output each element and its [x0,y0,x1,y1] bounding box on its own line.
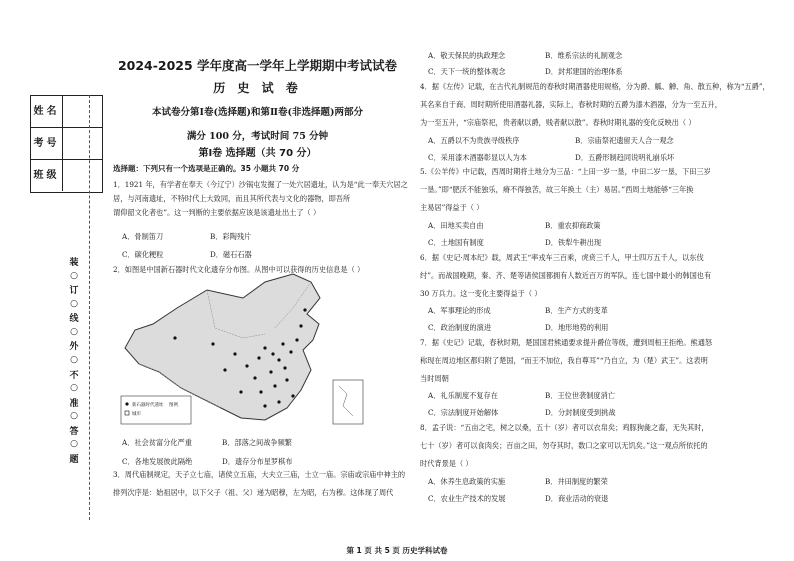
neolithic-sites-map [115,268,370,433]
exam-subtitle: 历 史 试 卷 [213,81,302,95]
q2-option-d[interactable]: D．遗存分布星罗棋布 [222,457,293,466]
map-legend-sites: 新石器时代遗址 [132,403,164,408]
q7-option-c[interactable]: C．宗法制度开始解体 [428,408,499,417]
q1-option-c[interactable]: C．碳化粳粒 [122,250,164,259]
class-label: 班级 [31,160,63,191]
q2-stem: 2．如图是中国新石器时代文化遗存分布图。从图中可以获得的历史信息是（ ） [113,265,365,274]
q1-option-b[interactable]: B．彩陶残片 [210,232,252,241]
q1-option-d[interactable]: D．磁石石器 [210,250,252,259]
q8-option-d[interactable]: D．商业活动的衰退 [545,494,609,503]
q4-line2: 其名来自于商、周时期所使用酒器礼器，实际上，春秋时期的五爵为漆木酒器，分为一至五升， [420,100,722,109]
q4-option-b[interactable]: B．宗庙祭祀遗留天人合一观念 [575,136,674,145]
q4-option-c[interactable]: C．采用漆木酒器彰显以人为本 [428,153,527,162]
seal-circle: ○ [70,383,78,394]
q5-line2: 一垦。”即“肥沃不能独乐，瘠不得独苦，故三年换土（主）易居。”西周土地能够“三年换 [420,185,694,194]
q8-line2: 七十（岁）者可以食肉矣；百亩之田，勿夺其时，数口之家可以无饥矣。”这一观点所依托的 [420,441,708,450]
exam-title: 2024-2025 学年度高一学年上学期期中考试试卷 [117,58,398,73]
q6-option-d[interactable]: D．地形地势的利用 [545,323,609,332]
q1-line2: 居，与河南遗址，不特时代上大致同，而且其所代表与文化的器物，即吾所 [113,194,351,203]
name-row[interactable] [31,96,102,128]
seal-circle: ○ [70,439,78,450]
q8-option-a[interactable]: A．休养生息政策的实施 [428,477,506,486]
seal-char: 题 [69,454,79,465]
page-footer: 第 1 页 共 5 页 历史学科试卷 [346,546,448,555]
seal-char: 装 [69,258,79,268]
q3-option-d[interactable]: D．封邦建国的治理体系 [545,67,623,76]
q6-option-b[interactable]: B．生产方式的变革 [545,306,608,315]
q6-line2: 纣”。而战国晚期，秦、齐、楚等诸侯国都拥有人数近百万的军队，连七国中最小的韩国也有 [420,271,712,280]
class-row[interactable] [31,160,102,191]
q6-option-c[interactable]: C．政治制度的演进 [428,323,492,332]
seal-circle: ○ [70,411,78,422]
student-info-box [30,95,103,193]
q7-line1: 7．据《史记》记载，春秋时期，楚国国君熊通要求提升爵位等级，遭到周桓王拒绝。熊通怒 [420,338,713,347]
q6-option-a[interactable]: A．军事理论的形成 [428,306,491,315]
seal-circle: ○ [70,326,78,337]
q5-option-c[interactable]: C．土地国有制度 [428,238,484,247]
seal-circle: ○ [70,354,78,365]
q3-option-a[interactable]: A．敬天保民的执政理念 [428,51,506,60]
q7-line3: 当时周朝 [420,374,449,383]
q8-option-c[interactable]: C．农业生产技术的发展 [428,494,506,503]
q5-option-b[interactable]: B．重农抑商政策 [545,221,601,230]
q4-line3: 为一至五升，“宗庙祭祀，贵者献以爵，贱者献以散”。春秋时期礼器的变化反映出（ ） [420,118,696,127]
q3-line2: 排列次序是：始祖居中，以下父子（祖、父）递为昭穆，左为昭，右为穆。这体现了周代 [113,488,394,497]
seal-circle: ○ [70,298,78,309]
seal-circle: ○ [70,270,78,281]
q7-option-b[interactable]: B．王位世袭制度消亡 [545,391,615,400]
q7-line2: 称现在周边地区都归附了楚国，“而王不加位，我自尊耳”“乃自立，为（楚）武王”。这表明 [420,356,708,365]
id-row[interactable] [31,128,102,160]
q2-option-a[interactable]: A．社会贫富分化严重 [122,438,192,447]
map-legend-city: 城市 [132,412,141,417]
section-instructions: 选择题：下列只有一个选项是正确的。35 小题共 70 分 [113,164,300,173]
q5-option-d[interactable]: D．铁犁牛耕出现 [545,238,602,247]
seal-char: 线 [69,314,79,325]
q8-option-b[interactable]: B．井田制度的繁荣 [545,477,608,486]
binding-dashed-line [89,95,90,520]
map-legend-title: 图例 [169,403,178,408]
exam-score-time: 满分 100 分，考试时间 75 分钟 [186,131,329,142]
q8-line3: 时代背景是（ ） [420,459,473,468]
q2-option-c[interactable]: C．各地发展彼此隔绝 [122,457,193,466]
q2-option-b[interactable]: B．部落之间战争频繁 [222,438,292,447]
q4-option-d[interactable]: D．五爵形制趋同说明礼崩乐坏 [575,153,675,162]
q6-line3: 30 万兵力。这一变化主要得益于（ ） [420,289,542,298]
q5-line3: 主易居”得益于（ ） [420,203,484,212]
seal-line-text [68,255,80,465]
q3-option-c[interactable]: C．天下一统的整体观念 [428,67,506,76]
q6-line1: 6．据《史记·周本纪》载，周武王“率戎车三百乘，虎贲三千人，甲士四万五千人，以东伐 [420,253,704,262]
exam-structure-note: 本试卷分第Ⅰ卷(选择题)和第Ⅱ卷(非选择题)两部分 [152,107,363,118]
q4-line1: 4．据《左传》记载，在古代礼制规范的春秋时期酒器使用规格，分为爵、觚、觯、角、散五种，称为“五爵”， [420,82,770,91]
q7-option-d[interactable]: D．分封制度受到挑战 [545,408,616,417]
seal-char: 准 [69,398,79,409]
seal-char: 不 [69,370,79,381]
q1-line3: 谓仰韶文化者也”。这一判断的主要依据应该是该遗址出土了（ ） [113,208,321,217]
q3-option-b[interactable]: B．维系宗法的礼制观念 [545,51,623,60]
seal-char: 外 [69,342,79,353]
section-heading: 第Ⅰ卷 选择题（共 70 分） [198,148,317,159]
q1-line1: 1．1921 年，有学者在奉天（今辽宁）沙锅屯发掘了一处穴居遗址，认为是“此一奉天穴居之 [113,180,408,189]
q1-option-a[interactable]: A．骨制笛刀 [122,232,164,241]
seal-char: 答 [69,426,79,437]
q8-line1: 8．孟子说：“五亩之宅，树之以桑，五十（岁）者可以衣帛矣；鸡豚狗彘之畜，无失其时， [420,423,709,432]
q4-option-a[interactable]: A．五爵以不为贵族寻级秩序 [428,136,520,145]
q5-line1: 5.《公羊传》中记载，西周时期将土地分为三品：“上田一岁一垦，中田二岁一垦，下田三岁 [420,167,711,176]
q5-option-a[interactable]: A．田地买卖自由 [428,221,484,230]
seal-char: 订 [69,286,79,297]
q3-line1: 3．周代庙制规定，天子立七庙，诸侯立五庙，大夫立三庙，士立一庙。宗庙或宗庙中神主的 [113,470,406,479]
id-label: 考号 [31,128,63,159]
name-label: 姓名 [31,96,63,127]
q7-option-a[interactable]: A．礼乐制度不复存在 [428,391,498,400]
